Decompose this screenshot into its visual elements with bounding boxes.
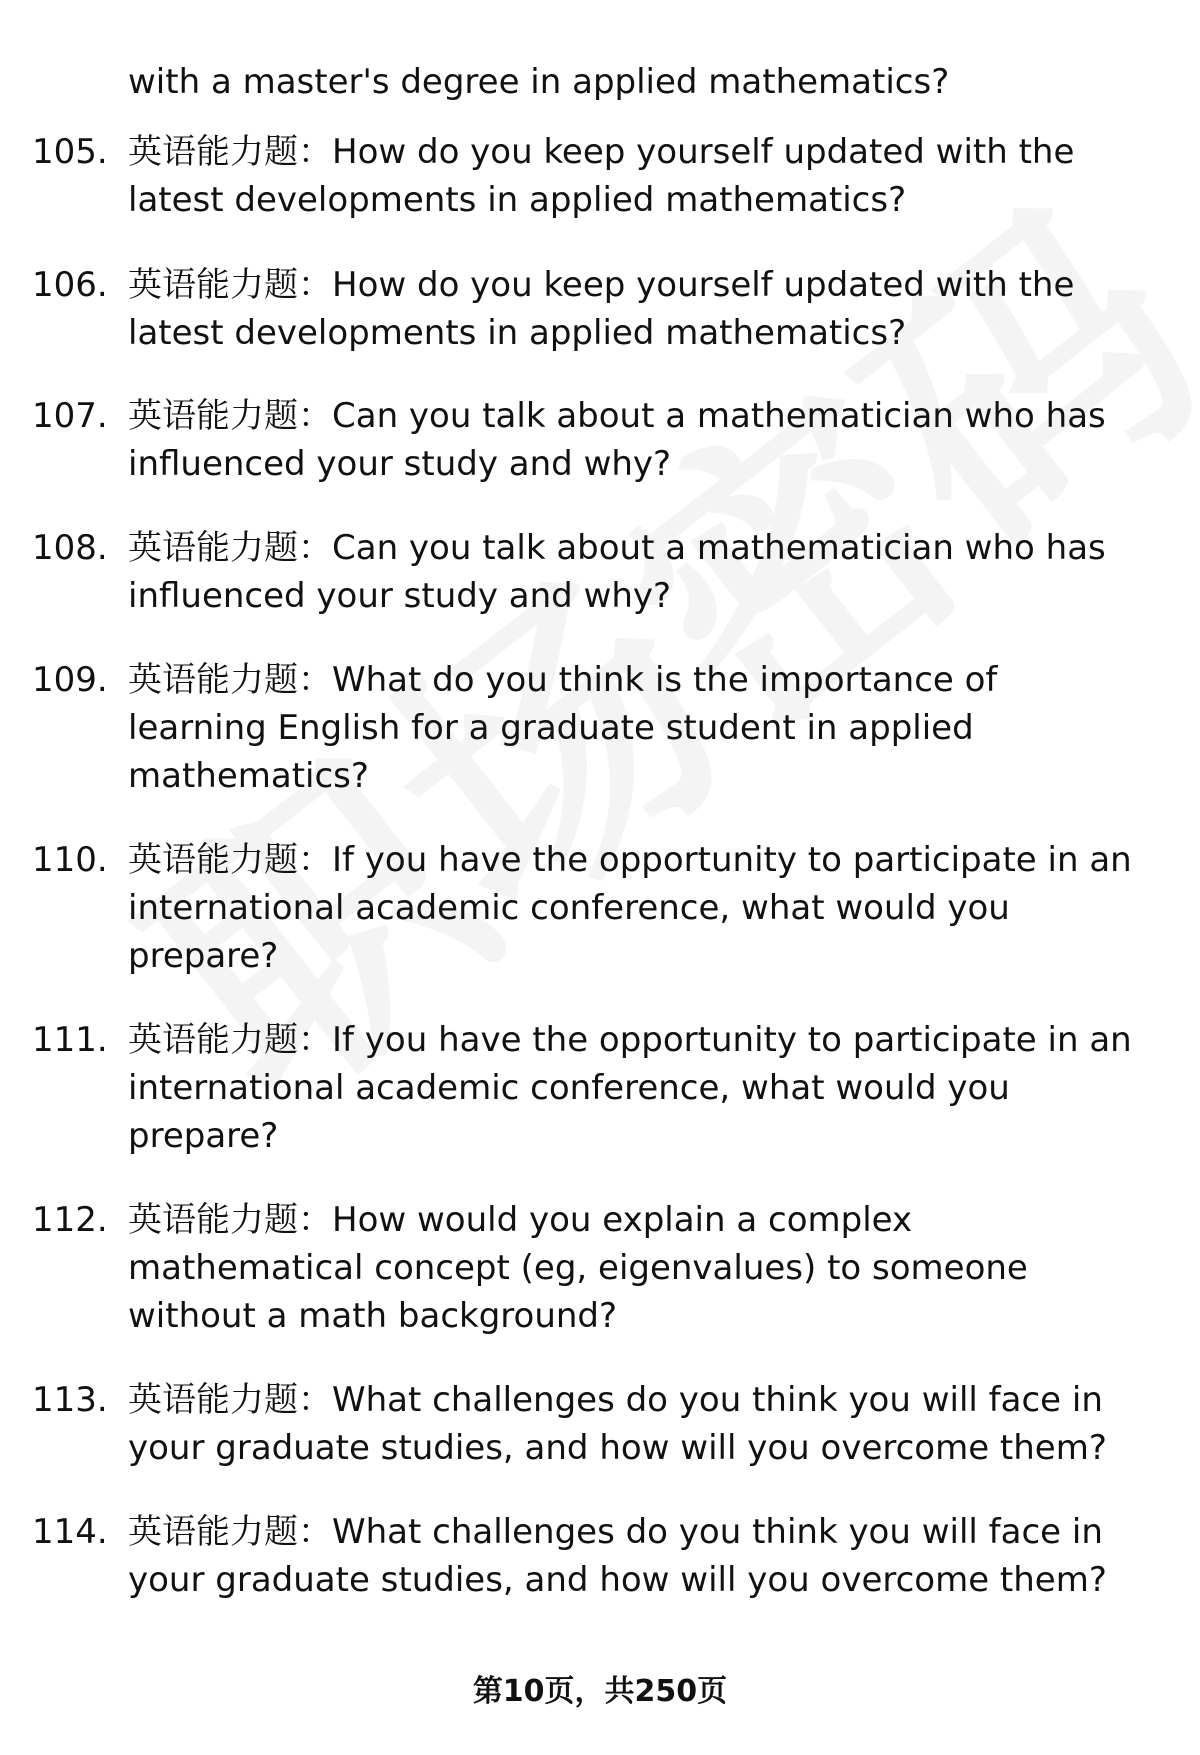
question-line: mathematics? — [128, 756, 369, 796]
question-line: without a math background? — [128, 1296, 618, 1336]
question-text — [128, 836, 1168, 980]
question-item — [32, 261, 1172, 357]
question-text — [128, 1508, 1168, 1604]
question-text — [128, 524, 1168, 620]
question-line: latest developments in applied mathematics? — [128, 313, 907, 353]
question-line: prepare? — [128, 936, 279, 976]
question-item — [32, 656, 1172, 800]
question-number: 114. — [32, 1512, 108, 1552]
page-number-footer: 第10页，共250页 — [472, 1674, 728, 1709]
question-number: 105. — [32, 132, 108, 172]
question-number: 113. — [32, 1380, 108, 1420]
question-item — [32, 1016, 1172, 1160]
continued-question-text: with a master's degree in applied mathematics? — [128, 62, 950, 102]
question-item — [32, 1376, 1172, 1472]
question-line: mathematical concept (eg, eigenvalues) to someone — [128, 1248, 1028, 1288]
question-line: 英语能力题：Can you talk about a mathematician who has — [128, 528, 1106, 568]
question-text — [128, 1376, 1168, 1472]
question-number: 106. — [32, 265, 108, 305]
question-item — [32, 524, 1172, 620]
question-text — [128, 392, 1168, 488]
question-line: your graduate studies, and how will you overcome them? — [128, 1428, 1107, 1468]
question-text — [128, 1196, 1168, 1340]
question-number: 107. — [32, 396, 108, 436]
question-line: 英语能力题：How do you keep yourself updated with the — [128, 132, 1075, 172]
question-number: 110. — [32, 840, 108, 880]
question-number: 108. — [32, 528, 108, 568]
question-line: your graduate studies, and how will you overcome them? — [128, 1560, 1107, 1600]
question-line: international academic conference, what would you — [128, 888, 1010, 928]
question-line: 英语能力题：Can you talk about a mathematician who has — [128, 396, 1106, 436]
question-line: influenced your study and why? — [128, 576, 672, 616]
question-number: 112. — [32, 1200, 108, 1240]
question-text — [128, 128, 1168, 224]
question-item — [32, 128, 1172, 224]
question-text — [128, 656, 1168, 800]
question-line: 英语能力题：What challenges do you think you will face in — [128, 1380, 1103, 1420]
question-number: 111. — [32, 1020, 108, 1060]
question-text — [128, 1016, 1168, 1160]
question-text — [128, 261, 1168, 357]
question-line: latest developments in applied mathematics? — [128, 180, 907, 220]
question-line: international academic conference, what would you — [128, 1068, 1010, 1108]
question-line: 英语能力题：What do you think is the importance of — [128, 660, 998, 700]
question-item — [32, 836, 1172, 980]
question-item — [32, 1196, 1172, 1340]
question-line: 英语能力题：How do you keep yourself updated with the — [128, 265, 1075, 305]
question-item — [32, 1508, 1172, 1604]
question-item — [32, 392, 1172, 488]
question-line: 英语能力题：If you have the opportunity to participate in an — [128, 1020, 1132, 1060]
question-line: 英语能力题：If you have the opportunity to participate in an — [128, 840, 1132, 880]
question-line: prepare? — [128, 1116, 279, 1156]
question-line: 英语能力题：What challenges do you think you will face in — [128, 1512, 1103, 1552]
question-line: 英语能力题：How would you explain a complex — [128, 1200, 913, 1240]
question-number: 109. — [32, 660, 108, 700]
question-line: influenced your study and why? — [128, 444, 672, 484]
question-line: learning English for a graduate student in applied — [128, 708, 974, 748]
